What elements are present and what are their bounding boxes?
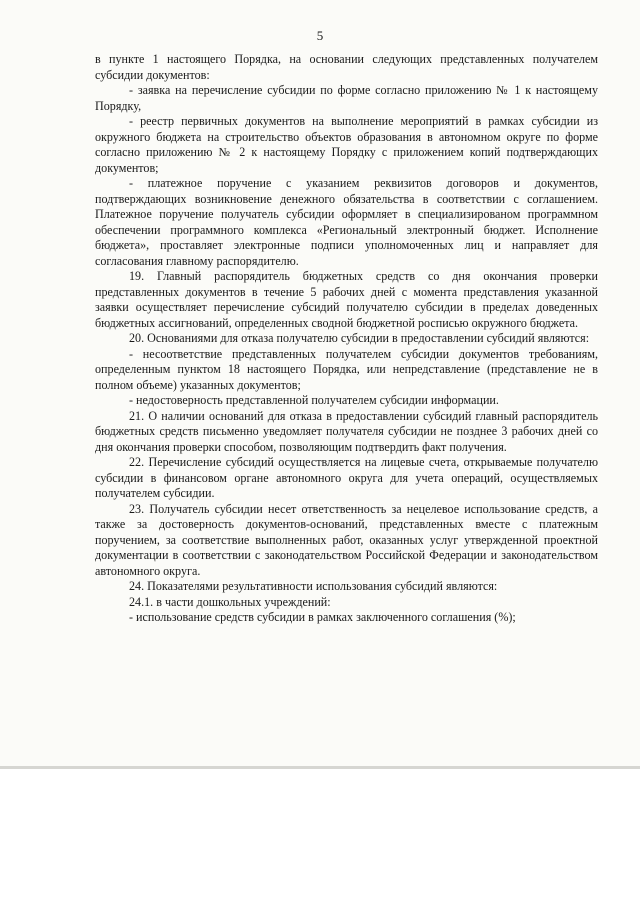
paragraph-list-item: - заявка на перечисление субсидии по форме согласно приложению № 1 к настоящему Порядку, <box>95 83 598 113</box>
paragraph-clause-24-1: 24.1. в части дошкольных учреждений: <box>129 594 331 609</box>
page-number: 5 <box>316 28 324 43</box>
paragraph-clause-24: 24. Показателями результативности использования субсидий являются: <box>129 579 498 593</box>
paragraph-clause-23: 23. Получатель субсидии несет ответственность за нецелевое использование средств, а также за достоверность документов-оснований, представленных вместе с платежным поручением, за соответствие выполненных работ, оказанных услуг утвержденной проектной документации в соответствии с законодательством Российской Федерации и законодательством автономного округа. <box>95 501 598 578</box>
paragraph-list-item: - несоответствие представленных получателем субсидии документов требованиям, определенным пунктом 18 настоящего Порядка, или непредставление (представление не в полном объеме) указанных документов; <box>95 346 598 392</box>
paragraph-clause-22: 22. Перечисление субсидий осуществляется на лицевые счета, открываемые получателю субсидии в финансовом органе автономного округа для учета операций, осуществляемых получателем субсидии. <box>95 455 598 500</box>
paragraph-list-item: - реестр первичных документов на выполнение мероприятий в рамках субсидии из окружного бюджета на строительство объектов образования в автономном округе по форме согласно приложению № 2 к настоящему Порядку с приложением копий подтверждающих документов; <box>95 114 598 175</box>
paragraph-list-item: - недостоверность представленной получателем субсидии информации. <box>129 393 499 407</box>
paragraph-list-item: - использование средств субсидии в рамках заключенного соглашения (%); <box>129 610 516 624</box>
document-body <box>95 52 598 626</box>
scan-edge-divider <box>0 766 640 769</box>
paragraph-intro: в пункте 1 настоящего Порядка, на основании следующих представленных получателем субсидии документов: <box>95 52 598 82</box>
paragraph-clause-21: 21. О наличии оснований для отказа в предоставлении субсидий главный распорядитель бюджетных средств письменно уведомляет получателя субсидии не позднее 3 рабочих дней со дня окончания проверки способом, позволяющим подтвердить факт получения. <box>95 408 598 454</box>
paragraph-clause-20: 20. Основаниями для отказа получателю субсидии в предоставлении субсидий являются: <box>129 331 590 345</box>
paragraph-list-item: - платежное поручение с указанием реквизитов договоров и документов, подтверждающих возникновение денежного обязательства в соответствии с соглашением. Платежное поручение получатель субсидии оформляет в специализированом программном обеспечении программного комплекса «Региональный электронный бюджет. Исполнение бюджета», проставляет электронные подписи уполномоченных лиц и направляет для согласования главному распорядителю. <box>95 176 598 268</box>
paragraph-clause-19: 19. Главный распорядитель бюджетных средств со дня окончания проверки представленных документов в течение 5 рабочих дней с момента представления указанной заявки осуществляет перечисление субсидий получателю субсидии в пределах доведенных бюджетных ассигнований, определенных сводной бюджетной росписью окружного бюджета. <box>95 269 598 330</box>
